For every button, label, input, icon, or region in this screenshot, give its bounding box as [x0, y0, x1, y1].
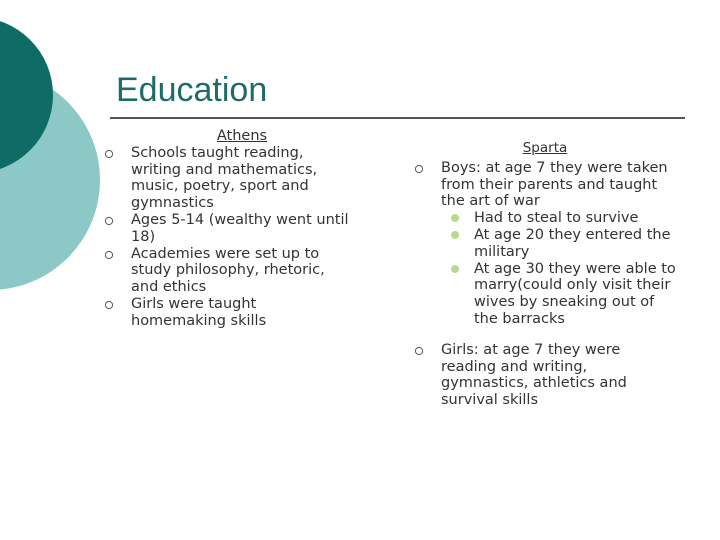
list-item-boys — [414, 160, 676, 328]
sublist-item-text: At age 20 they entered the military — [474, 226, 671, 260]
sublist-item — [441, 227, 676, 261]
sparta-heading: Sparta — [522, 140, 568, 156]
list-item-text: Boys: at age 7 they were taken from their parents and taught the art of war — [441, 159, 668, 210]
sublist-item — [441, 210, 676, 227]
sublist-item — [441, 261, 676, 328]
filled-circle-icon — [451, 265, 459, 273]
title-divider — [110, 117, 685, 119]
sublist-item-text: Had to steal to survive — [474, 210, 639, 227]
sublist-item-text: At age 30 they were able to marry(could only visit their wives by sneaking out of the barracks — [474, 260, 676, 327]
decorative-circles — [0, 0, 110, 300]
sparta-column — [414, 140, 676, 409]
list-item-girls — [414, 342, 676, 409]
hollow-circle-icon — [104, 300, 114, 310]
list-item-text: Girls were taught homemaking skills — [131, 295, 267, 329]
list-item-text: Ages 5-14 (wealthy went until 18) — [131, 211, 349, 245]
list-item-text: Schools taught reading, writing and mathematics, music, poetry, sport and gymnastics — [131, 144, 318, 212]
list-item — [104, 296, 354, 330]
sparta-list — [414, 160, 676, 409]
hollow-circle-icon — [414, 164, 424, 174]
list-item — [104, 246, 354, 296]
athens-list — [104, 145, 354, 330]
hollow-circle-icon — [414, 346, 424, 356]
hollow-circle-icon — [104, 149, 114, 159]
list-item — [104, 212, 354, 246]
athens-column — [104, 128, 354, 330]
filled-circle-icon — [451, 214, 459, 222]
list-item — [104, 145, 354, 212]
boys-sublist — [441, 210, 676, 328]
list-item-text: Academies were set up to study philosophy, rhetoric, and ethics — [131, 245, 325, 296]
athens-heading: Athens — [216, 128, 268, 144]
filled-circle-icon — [451, 231, 459, 239]
hollow-circle-icon — [104, 216, 114, 226]
list-item-text: Girls: at age 7 they were reading and writing, gymnastics, athletics and survival skills — [441, 341, 627, 409]
hollow-circle-icon — [104, 250, 114, 260]
slide-title: Education — [116, 71, 268, 109]
